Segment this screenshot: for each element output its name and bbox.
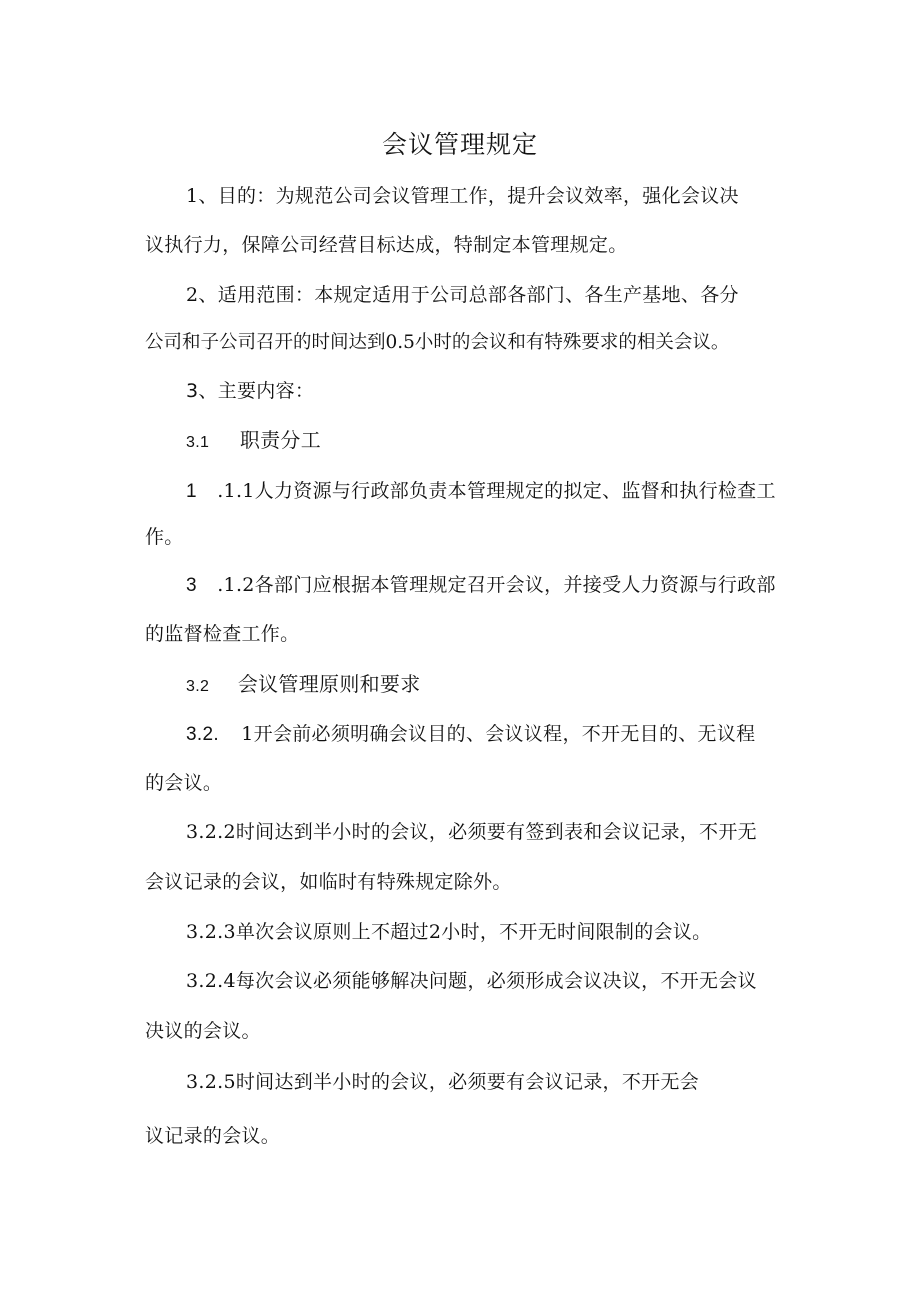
section-3-1-title: 职责分工 [239, 428, 322, 452]
item-3-2-1-text: 1开会前必须明确会议目的、会议议程，不开无目的、无议程 [241, 723, 756, 745]
page-title: 会议管理规定 [381, 130, 538, 159]
item-3-1-2-line-1 [186, 573, 776, 598]
scope-line-1: 2、适用范围：本规定适用于公司总部各部门、各生产基地、各分 [186, 284, 739, 306]
section-3-1-number: 3.1 [186, 434, 210, 451]
scope-line-2: 公司和子公司召开的时间达到0.5小时的会议和有特殊要求的相关会议。 [145, 332, 730, 353]
section-3-1-heading [186, 428, 321, 455]
item-3-1-1-text: .1.1人力资源与行政部负责本管理规定的拟定、监督和执行检查工 [217, 480, 776, 502]
item-3-1-2-text: .1.2各部门应根据本管理规定召开会议，并接受人力资源与行政部 [217, 574, 776, 596]
item-3-1-1-line-1 [186, 479, 776, 504]
main-content-heading: 3、主要内容： [186, 380, 315, 402]
item-3-2-3-line-1: 3.2.3单次会议原则上不超过2小时，不开无时间限制的会议。 [186, 921, 712, 943]
item-3-1-2-line-2: 的监督检查工作。 [145, 623, 300, 645]
item-3-1-2-number: 3 [186, 575, 197, 596]
item-3-2-2-line-1: 3.2.2时间达到半小时的会议，必须要有签到表和会议记录，不开无 [186, 821, 757, 843]
item-3-2-1-line-2: 的会议。 [145, 772, 223, 794]
item-3-2-4-line-2: 决议的会议。 [145, 1020, 261, 1042]
item-3-1-1-line-2: 作。 [145, 526, 184, 548]
item-3-2-1-line-1 [186, 722, 755, 747]
item-3-2-4-line-1: 3.2.4每次会议必须能够解决问题，必须形成会议决议，不开无会议 [186, 970, 757, 992]
purpose-line-1: 1、目的：为规范公司会议管理工作，提升会议效率，强化会议决 [186, 185, 739, 207]
item-3-2-1-number: 3.2. [186, 724, 219, 745]
item-3-1-1-number: 1 [186, 481, 197, 502]
item-3-2-5-line-2: 议记录的会议。 [145, 1125, 281, 1147]
item-3-2-5-line-1: 3.2.5时间达到半小时的会议，必须要有会议记录，不开无会 [186, 1071, 700, 1093]
item-3-2-2-line-2: 会议记录的会议，如临时有特殊规定除外。 [145, 871, 512, 893]
purpose-line-2: 议执行力，保障公司经营目标达成，特制定本管理规定。 [145, 234, 628, 256]
section-3-2-number: 3.2 [186, 678, 210, 695]
section-3-2-heading [186, 672, 421, 699]
section-3-2-title: 会议管理原则和要求 [237, 672, 421, 696]
